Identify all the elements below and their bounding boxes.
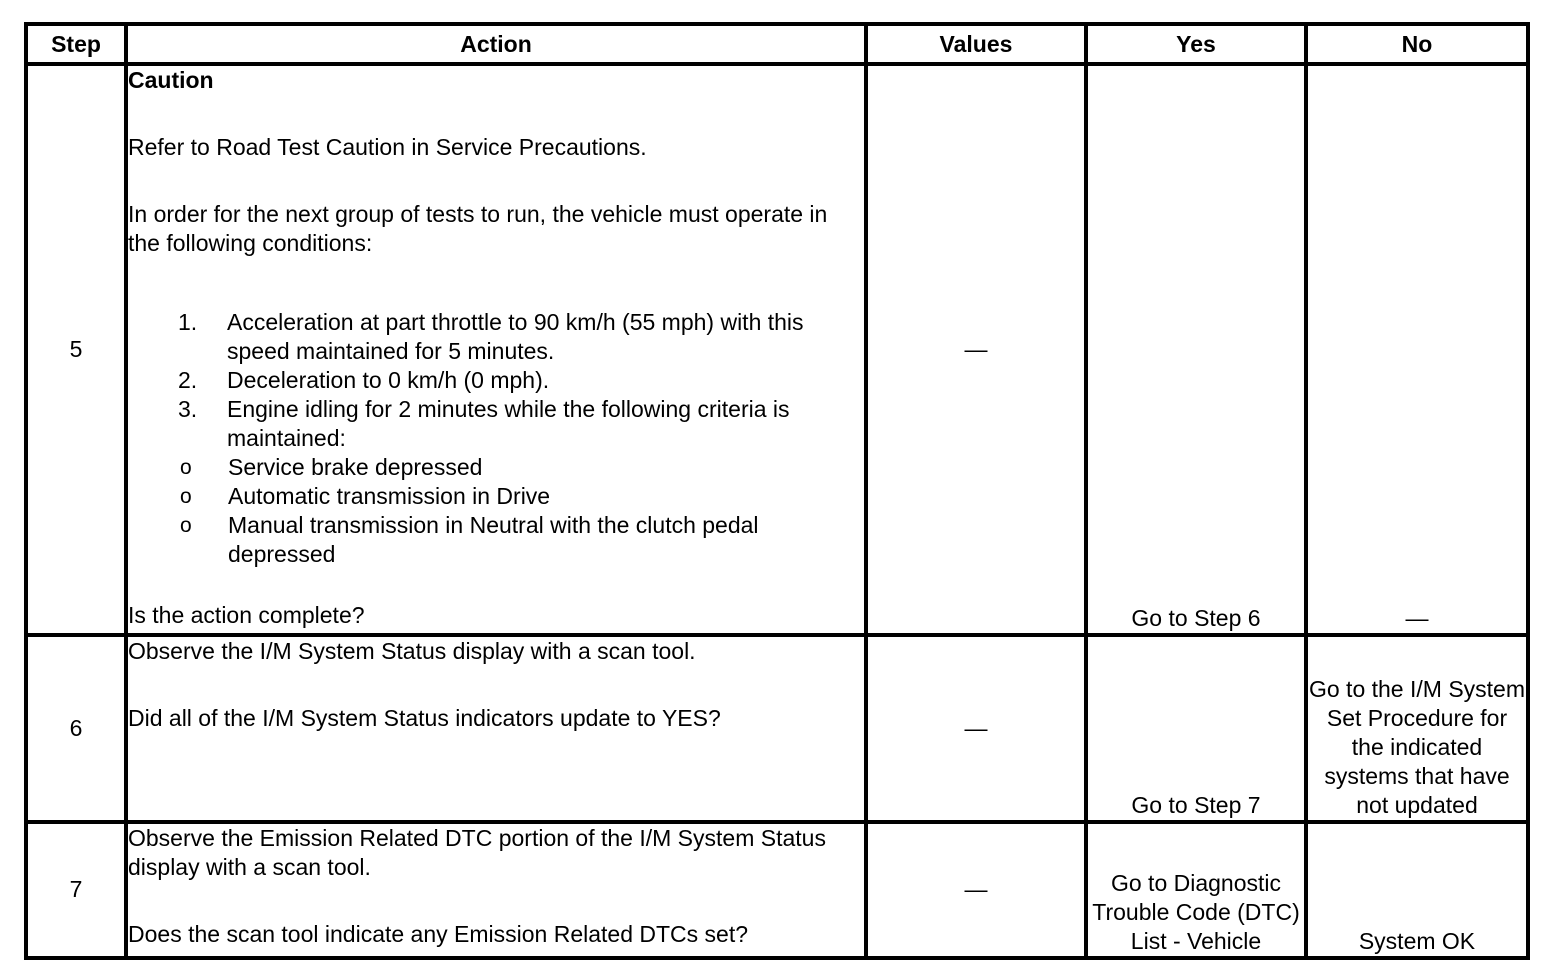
values-cell: — [866, 822, 1086, 958]
step-number: 6 [26, 635, 126, 821]
header-no: No [1306, 24, 1528, 64]
caution-text: Refer to Road Test Caution in Service Precautions. [128, 134, 647, 160]
list-item [128, 366, 864, 395]
action-question: Did all of the I/M System Status indicators update to YES? [128, 705, 721, 732]
list-number: 3. [178, 396, 198, 422]
list-item [128, 308, 864, 366]
values-cell: — [866, 635, 1086, 821]
circle-bullet-icon: o [180, 456, 192, 479]
conditions-intro: In order for the next group of tests to run, the vehicle must operate in the following conditions: [128, 201, 828, 256]
values-cell: — [866, 64, 1086, 635]
no-cell: — [1306, 64, 1528, 635]
action-question: Does the scan tool indicate any Emission Related DTCs set? [128, 920, 749, 947]
conditions-list [128, 308, 864, 453]
list-text: Deceleration to 0 km/h (0 mph). [227, 367, 550, 393]
action-text: Observe the Emission Related DTC portion of the I/M System Status display with a scan tool. [128, 824, 826, 880]
list-text: Engine idling for 2 minutes while the following criteria is maintained: [227, 396, 790, 451]
action-cell [126, 822, 866, 958]
caution-title: Caution [128, 67, 214, 93]
circle-bullet-icon: o [180, 514, 192, 537]
yes-cell: Go to Step 7 [1086, 635, 1306, 821]
table-row-step-6 [26, 635, 1528, 821]
list-item [128, 482, 864, 511]
header-row [26, 24, 1528, 64]
header-action: Action [126, 24, 866, 64]
step-number: 5 [26, 64, 126, 635]
header-step: Step [26, 24, 126, 64]
list-number: 2. [178, 367, 198, 393]
list-number: 1. [178, 309, 198, 335]
table-row-step-5 [26, 64, 1528, 635]
list-text: Automatic transmission in Drive [228, 483, 551, 509]
criteria-list [128, 453, 864, 569]
action-question: Is the action complete? [128, 602, 365, 628]
header-yes: Yes [1086, 24, 1306, 64]
header-values: Values [866, 24, 1086, 64]
action-text: Observe the I/M System Status display with a scan tool. [128, 638, 696, 665]
action-cell [126, 64, 866, 635]
list-text: Acceleration at part throttle to 90 km/h (55 mph) with this speed maintained for 5 minutes. [227, 309, 804, 364]
no-cell: Go to the I/M System Set Procedure for the indicated systems that have not updated [1306, 635, 1528, 821]
circle-bullet-icon: o [180, 485, 192, 508]
list-text: Service brake depressed [228, 454, 483, 480]
no-cell: System OK [1306, 822, 1528, 958]
list-item [128, 395, 864, 453]
list-text: Manual transmission in Neutral with the clutch pedal depressed [228, 512, 759, 567]
table-row-step-7 [26, 822, 1528, 958]
diagnostic-table [24, 22, 1530, 960]
yes-cell: Go to Diagnostic Trouble Code (DTC) List - Vehicle [1086, 822, 1306, 958]
list-item [128, 511, 864, 569]
action-cell [126, 635, 866, 821]
yes-cell: Go to Step 6 [1086, 64, 1306, 635]
step-number: 7 [26, 822, 126, 958]
list-item [128, 453, 864, 482]
